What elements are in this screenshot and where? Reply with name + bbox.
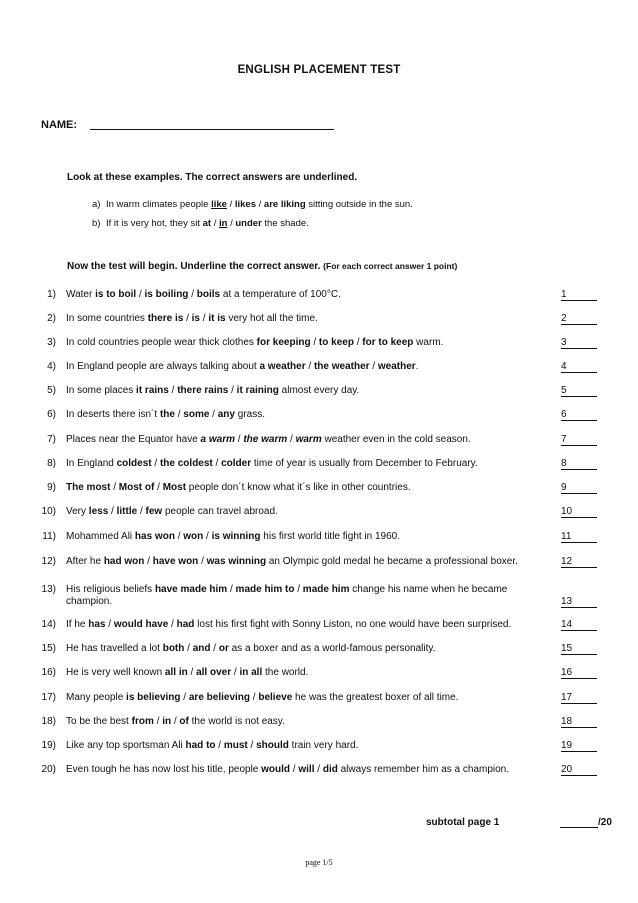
example-option[interactable]: are liking [263,199,306,210]
answer-blank[interactable] [561,643,597,655]
question-option[interactable]: or [218,643,229,654]
question-option[interactable]: there is [147,313,184,324]
answer-label: 3 [561,337,567,348]
answer-blank[interactable] [561,409,597,421]
question-option[interactable]: would [261,764,291,775]
option-separator: / [211,218,219,229]
question-option[interactable]: some [183,409,210,420]
option-separator: / [235,434,244,445]
option-separator: / [171,716,180,727]
answer-label: 20 [561,764,573,775]
option-separator: / [210,643,219,654]
option-separator: / [353,337,363,348]
example-text-before: If it is very hot, they sit [106,218,203,229]
option-separator: / [154,482,163,493]
question-option[interactable]: is to boil [95,289,137,300]
question-option[interactable]: it raining [236,385,279,396]
question-option[interactable]: should [256,740,289,751]
question-text [66,409,556,421]
question-text-before: In deserts there isn´t [66,409,160,420]
question-text-after: at a temperature of 100°C. [220,289,341,300]
question-option[interactable]: have made him [154,584,228,595]
question-option[interactable]: and [192,643,211,654]
option-separator: / [247,740,257,751]
subtotal-score-line[interactable] [560,827,598,828]
question-number: 8) [47,458,56,469]
question-option[interactable]: had won [103,556,145,567]
option-separator: / [174,409,184,420]
option-separator: / [228,385,237,396]
answer-blank[interactable] [561,740,597,752]
question-option[interactable]: it rains [136,385,169,396]
option-separator: / [305,361,314,372]
test-instruction-note: (For each correct answer 1 point) [323,261,458,271]
question-text [66,584,556,608]
question-text-after: people can travel abroad. [162,506,278,517]
question-option[interactable]: coldest [116,458,152,469]
option-separator: / [226,199,235,210]
answer-blank[interactable] [561,482,597,494]
answer-blank[interactable] [561,337,597,349]
question-option[interactable]: all in [164,667,188,678]
option-separator: / [209,409,218,420]
option-separator: / [144,556,153,567]
question-number: 2) [47,313,56,324]
question-text-after: change his name when he became champion. [66,584,508,607]
question-text-before: Even tough he has now lost his title, people [66,764,262,775]
example-text-after: the shade. [261,218,309,229]
question-text-before: Water [66,289,96,300]
question-option[interactable]: is believing [126,692,181,703]
question-option[interactable]: made him to [235,584,295,595]
answer-blank[interactable] [561,556,597,568]
answer-label: 8 [561,458,567,469]
question-text-before: He has travelled a lot [66,643,163,654]
test-instruction-text: Now the test will begin. Underline the correct answer. [67,261,321,272]
question-option[interactable]: made him [302,584,350,595]
option-separator: / [110,482,119,493]
option-separator: / [168,619,177,630]
question-option[interactable]: few [145,506,163,517]
example-option[interactable]: like [211,199,227,210]
question-text [66,289,556,301]
option-separator: / [369,361,378,372]
question-text-after: the world. [262,667,309,678]
question-text [66,692,556,704]
question-option[interactable]: have won [152,556,199,567]
answer-label: 1 [561,289,567,300]
question-number: 4) [47,361,56,372]
question-option[interactable]: the warm [243,434,288,445]
answer-label: 5 [561,385,567,396]
question-option[interactable]: has [88,619,106,630]
answer-label: 18 [561,716,573,727]
question-text-after: time of year is usually from December to February. [251,458,478,469]
question-text [66,716,556,728]
question-text-after: almost every day. [278,385,360,396]
answer-label: 9 [561,482,567,493]
name-field-line[interactable] [90,129,334,130]
answer-label: 11 [561,531,572,542]
option-separator: / [227,218,236,229]
examples-instruction: Look at these examples. The correct answers are underlined. [67,172,358,183]
question-option[interactable]: the coldest [159,458,213,469]
answer-blank[interactable] [561,596,597,608]
question-option[interactable]: the [159,409,175,420]
question-option[interactable]: of [179,716,189,727]
option-italic [296,434,322,445]
answer-label: 2 [561,313,567,324]
question-text-before: To be the best [66,716,132,727]
question-text-after: the world is not easy. [188,716,285,727]
question-option[interactable]: in all [239,667,263,678]
example-option[interactable]: likes [234,199,256,210]
example-label: a) [92,199,101,210]
question-text [66,385,556,397]
name-label: NAME: [41,119,78,131]
example-item [92,199,413,210]
question-option[interactable]: in [162,716,172,727]
option-separator: / [215,740,224,751]
question-option[interactable]: all over [196,667,232,678]
question-text-after: warm. [413,337,444,348]
option-separator: / [151,458,160,469]
question-option[interactable]: is winning [211,531,261,542]
question-text [66,764,556,776]
option-separator: / [199,313,209,324]
question-option[interactable]: a weather [259,361,306,372]
question-text [66,458,556,470]
subtotal-max: /20 [598,817,612,828]
question-option[interactable]: had [176,619,195,630]
question-option[interactable]: boils [196,289,221,300]
question-option[interactable]: The most [66,482,111,493]
answer-label: 13 [561,596,573,607]
answer-label: 15 [561,643,573,654]
question-number: 11) [42,531,56,542]
question-option[interactable]: for keeping [256,337,311,348]
example-label: b) [92,218,101,229]
question-option[interactable]: Most [162,482,187,493]
question-text [66,506,556,518]
answer-label: 12 [561,556,573,567]
question-number: 13) [41,584,56,595]
answer-blank[interactable] [561,764,597,776]
option-separator: / [227,584,236,595]
question-text-before: If he [66,619,89,630]
option-separator: / [212,458,222,469]
option-separator: / [168,385,178,396]
question-option[interactable]: little [116,506,138,517]
question-text-after: . [415,361,419,372]
option-separator: / [187,667,197,678]
option-separator: / [180,692,189,703]
question-number: 20) [41,764,56,775]
answer-blank[interactable] [561,692,597,704]
question-text [66,337,556,349]
option-separator: / [105,619,114,630]
answer-blank[interactable] [561,531,597,543]
page-footer: page 1/5 [305,858,333,867]
question-text-after: grass. [234,409,265,420]
question-text-before: Like any top sportsman Ali [66,740,186,751]
option-separator: / [310,337,319,348]
example-option[interactable]: in [219,218,228,229]
question-text-before: After he [66,556,104,567]
question-number: 9) [47,482,56,493]
question-text-before: In England people are always talking about [66,361,260,372]
question-option[interactable]: weather [377,361,416,372]
question-text-after: very hot all the time. [225,313,318,324]
question-option[interactable]: warm [295,434,322,445]
answer-label: 16 [561,667,573,678]
question-number: 15) [41,643,56,654]
example-option[interactable]: at [202,218,212,229]
question-number: 16) [41,667,56,678]
subtotal-label: subtotal page 1 [426,817,500,828]
question-text [66,556,556,568]
question-option[interactable]: is [191,313,200,324]
question-text-after: he was the greatest boxer of all time. [292,692,459,703]
example-text-before: In warm climates people [106,199,212,210]
question-text [66,482,556,494]
answer-label: 19 [561,740,573,751]
answer-label: 17 [561,692,573,703]
question-number: 6) [47,409,56,420]
question-text-after: train very hard. [288,740,359,751]
question-text [66,619,556,631]
question-text-before: In cold countries people wear thick clothes [66,337,257,348]
question-option[interactable]: is boiling [144,289,189,300]
question-number: 19) [41,740,56,751]
question-text-before: His religious beliefs [66,584,155,595]
question-text-before: Very [66,506,89,517]
option-separator: / [108,506,117,517]
answer-blank[interactable] [561,506,597,518]
answer-blank[interactable] [561,361,597,373]
answer-blank[interactable] [561,716,597,728]
question-text-before: Many people [66,692,127,703]
question-option[interactable]: the weather [313,361,370,372]
page-title: ENGLISH PLACEMENT TEST [237,64,401,76]
example-item [92,218,309,229]
question-number: 12) [41,556,56,567]
question-number: 17) [41,692,56,703]
question-text-before: Mohammed Ali [66,531,135,542]
question-text-after: weather even in the cold season. [321,434,471,445]
example-option[interactable]: under [235,218,262,229]
question-text [66,643,556,655]
question-number: 10) [41,506,56,517]
answer-label: 10 [561,506,573,517]
question-text-before: He is very well known [66,667,165,678]
question-option[interactable]: must [223,740,248,751]
question-text-before: Places near the Equator have [66,434,201,445]
option-separator: / [294,584,303,595]
question-text-after: his first world title fight in 1960. [260,531,401,542]
question-option[interactable]: won [183,531,204,542]
example-text-after: sitting outside in the sun. [305,199,413,210]
question-text [66,361,556,373]
question-option[interactable]: it is [208,313,226,324]
question-text [66,531,556,543]
question-option[interactable]: from [131,716,154,727]
question-option[interactable]: Most of [118,482,155,493]
question-number: 3) [47,337,56,348]
question-number: 5) [47,385,56,396]
question-option[interactable]: are believing [188,692,250,703]
question-number: 1) [47,289,56,300]
question-text [66,313,556,325]
answer-blank[interactable] [561,313,597,325]
question-option[interactable]: has won [134,531,175,542]
test-instruction [67,261,457,272]
question-option[interactable]: less [88,506,109,517]
question-option[interactable]: colder [221,458,252,469]
option-italic [243,434,287,445]
answer-blank[interactable] [561,667,597,679]
answer-label: 7 [561,434,567,445]
answer-blank[interactable] [561,385,597,397]
option-separator: / [174,531,184,542]
question-option[interactable]: will [298,764,315,775]
question-text [66,667,556,679]
answer-blank[interactable] [561,434,597,446]
answer-label: 6 [561,409,567,420]
question-text-after: lost his first fight with Sonny Liston, no one would have been surprised. [194,619,512,630]
question-option[interactable]: a warm [200,434,235,445]
question-text-after: people don´t know what it´s like in other countries. [186,482,411,493]
option-separator: / [250,692,259,703]
question-option[interactable]: for to keep [362,337,414,348]
option-italic [201,434,235,445]
question-text [66,434,556,446]
question-option[interactable]: had to [185,740,216,751]
question-option[interactable]: was winning [206,556,267,567]
question-option[interactable]: both [162,643,185,654]
question-text-before: In some countries [66,313,148,324]
question-text [66,740,556,752]
option-separator: / [203,531,212,542]
option-separator: / [314,764,323,775]
question-option[interactable]: to keep [318,337,354,348]
question-text-before: In some places [66,385,137,396]
question-option[interactable]: there rains [177,385,229,396]
question-number: 14) [41,619,56,630]
option-separator: / [136,289,145,300]
question-option[interactable]: would have [113,619,169,630]
option-separator: / [231,667,240,678]
answer-label: 4 [561,361,567,372]
question-number: 18) [41,716,56,727]
question-text-after: as a boxer and as a world-famous personality. [228,643,436,654]
question-text-before: In England [66,458,117,469]
answer-label: 14 [561,619,573,630]
option-separator: / [188,289,197,300]
option-separator: / [153,716,163,727]
option-separator: / [183,313,192,324]
option-separator: / [184,643,193,654]
option-separator: / [290,764,299,775]
question-text-after: always remember him as a champion. [337,764,510,775]
answer-blank[interactable] [561,619,597,631]
option-separator: / [137,506,146,517]
question-option[interactable]: any [217,409,235,420]
option-separator: / [256,199,264,210]
question-number: 7) [47,434,56,445]
option-separator: / [198,556,207,567]
question-option[interactable]: believe [258,692,293,703]
question-option[interactable]: did [322,764,338,775]
option-separator: / [287,434,296,445]
question-text-after: an Olympic gold medal he became a professional boxer. [266,556,518,567]
answer-blank[interactable] [561,458,597,470]
answer-blank[interactable] [561,289,597,301]
